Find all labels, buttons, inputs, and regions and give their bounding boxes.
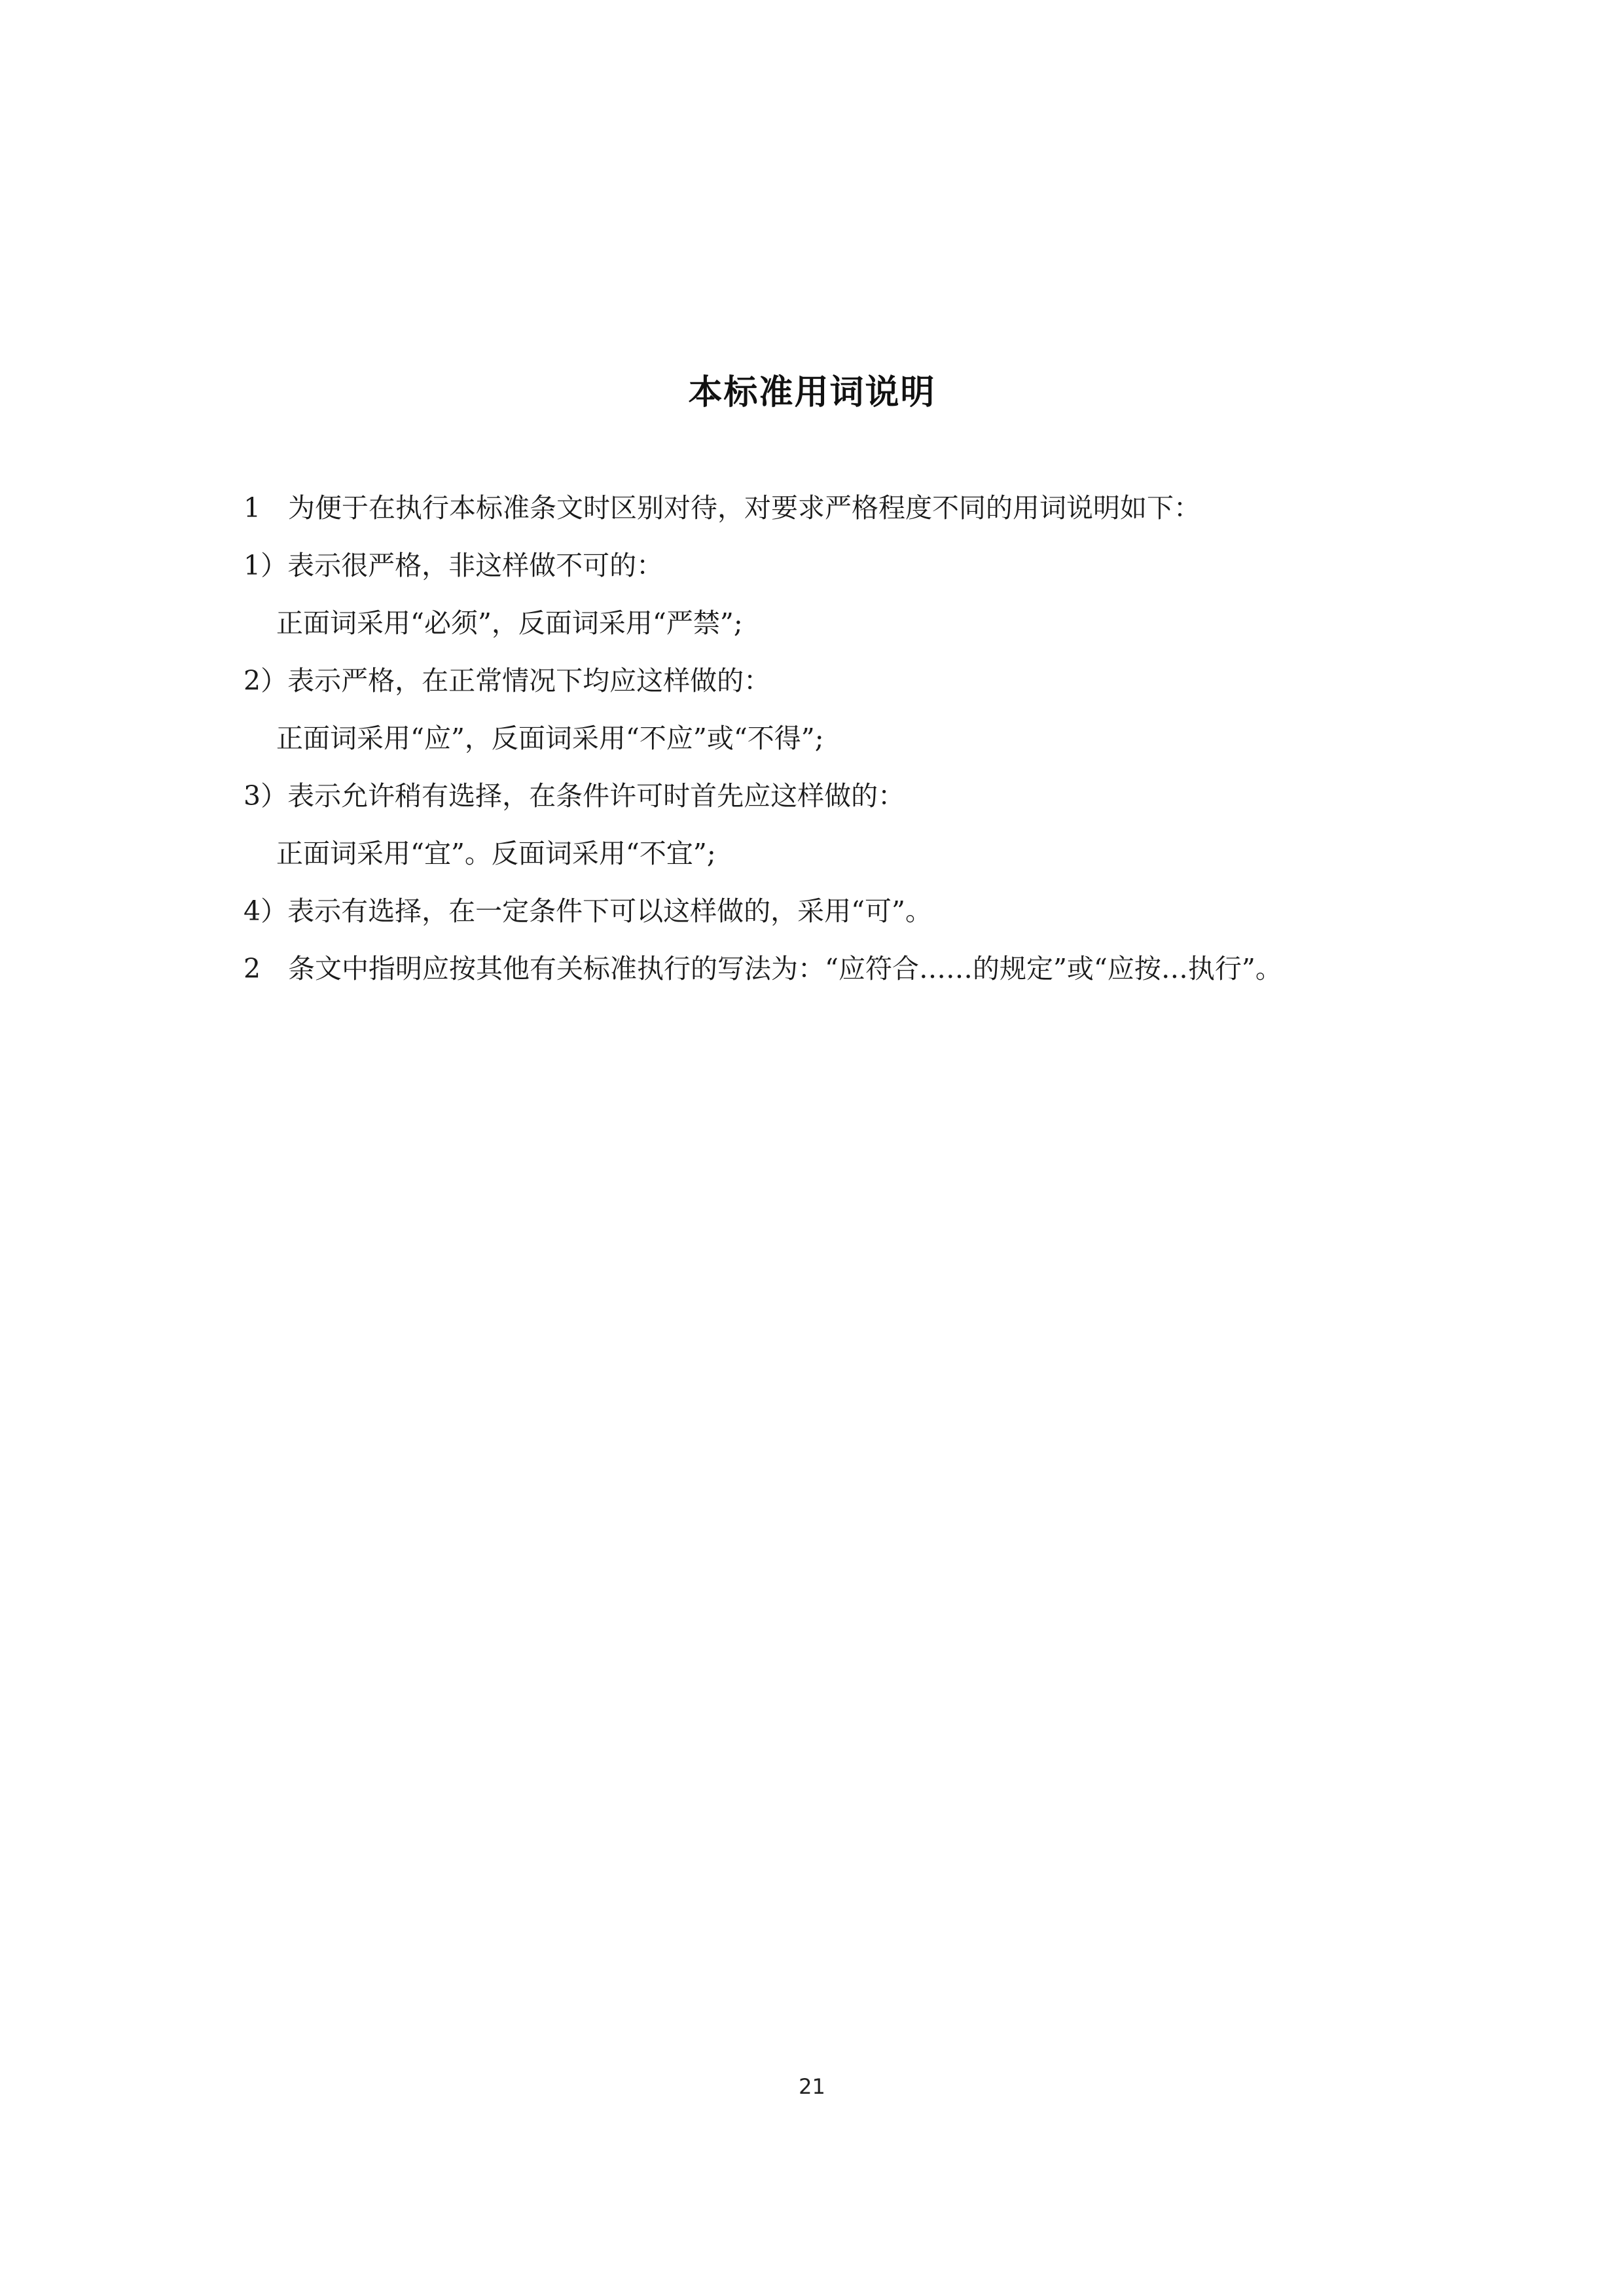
page-number: 21: [799, 2074, 825, 2099]
clause-text: 条文中指明应按其他有关标准执行的写法为：“应符合……的规定”或“应按…执行”。: [288, 953, 1282, 984]
clause-number: 1: [244, 492, 261, 524]
page-title: 本标准用词说明: [688, 373, 936, 412]
clause-number: 2: [244, 953, 261, 984]
item-2-heading: 2）表示严格，在正常情况下均应这样做的：: [244, 665, 771, 696]
clause-2: [244, 950, 1282, 987]
item-2-detail: 正面词采用“应”，反面词采用“不应”或“不得”;: [276, 723, 824, 754]
clause-text: 为便于在执行本标准条文时区别对待，对要求严格程度不同的用词说明如下：: [288, 492, 1200, 524]
item-3-heading: 3）表示允许稍有选择，在条件许可时首先应这样做的：: [244, 780, 905, 812]
item-1-detail: 正面词采用“必须”，反面词采用“严禁”;: [276, 607, 743, 639]
item-1-heading: 1）表示很严格，非这样做不可的：: [244, 550, 664, 581]
clause-1: [244, 490, 1200, 526]
item-3-detail: 正面词采用“宜”。反面词采用“不宜”;: [276, 838, 716, 869]
item-4-heading: 4）表示有选择，在一定条件下可以这样做的，采用“可”。: [244, 895, 933, 927]
